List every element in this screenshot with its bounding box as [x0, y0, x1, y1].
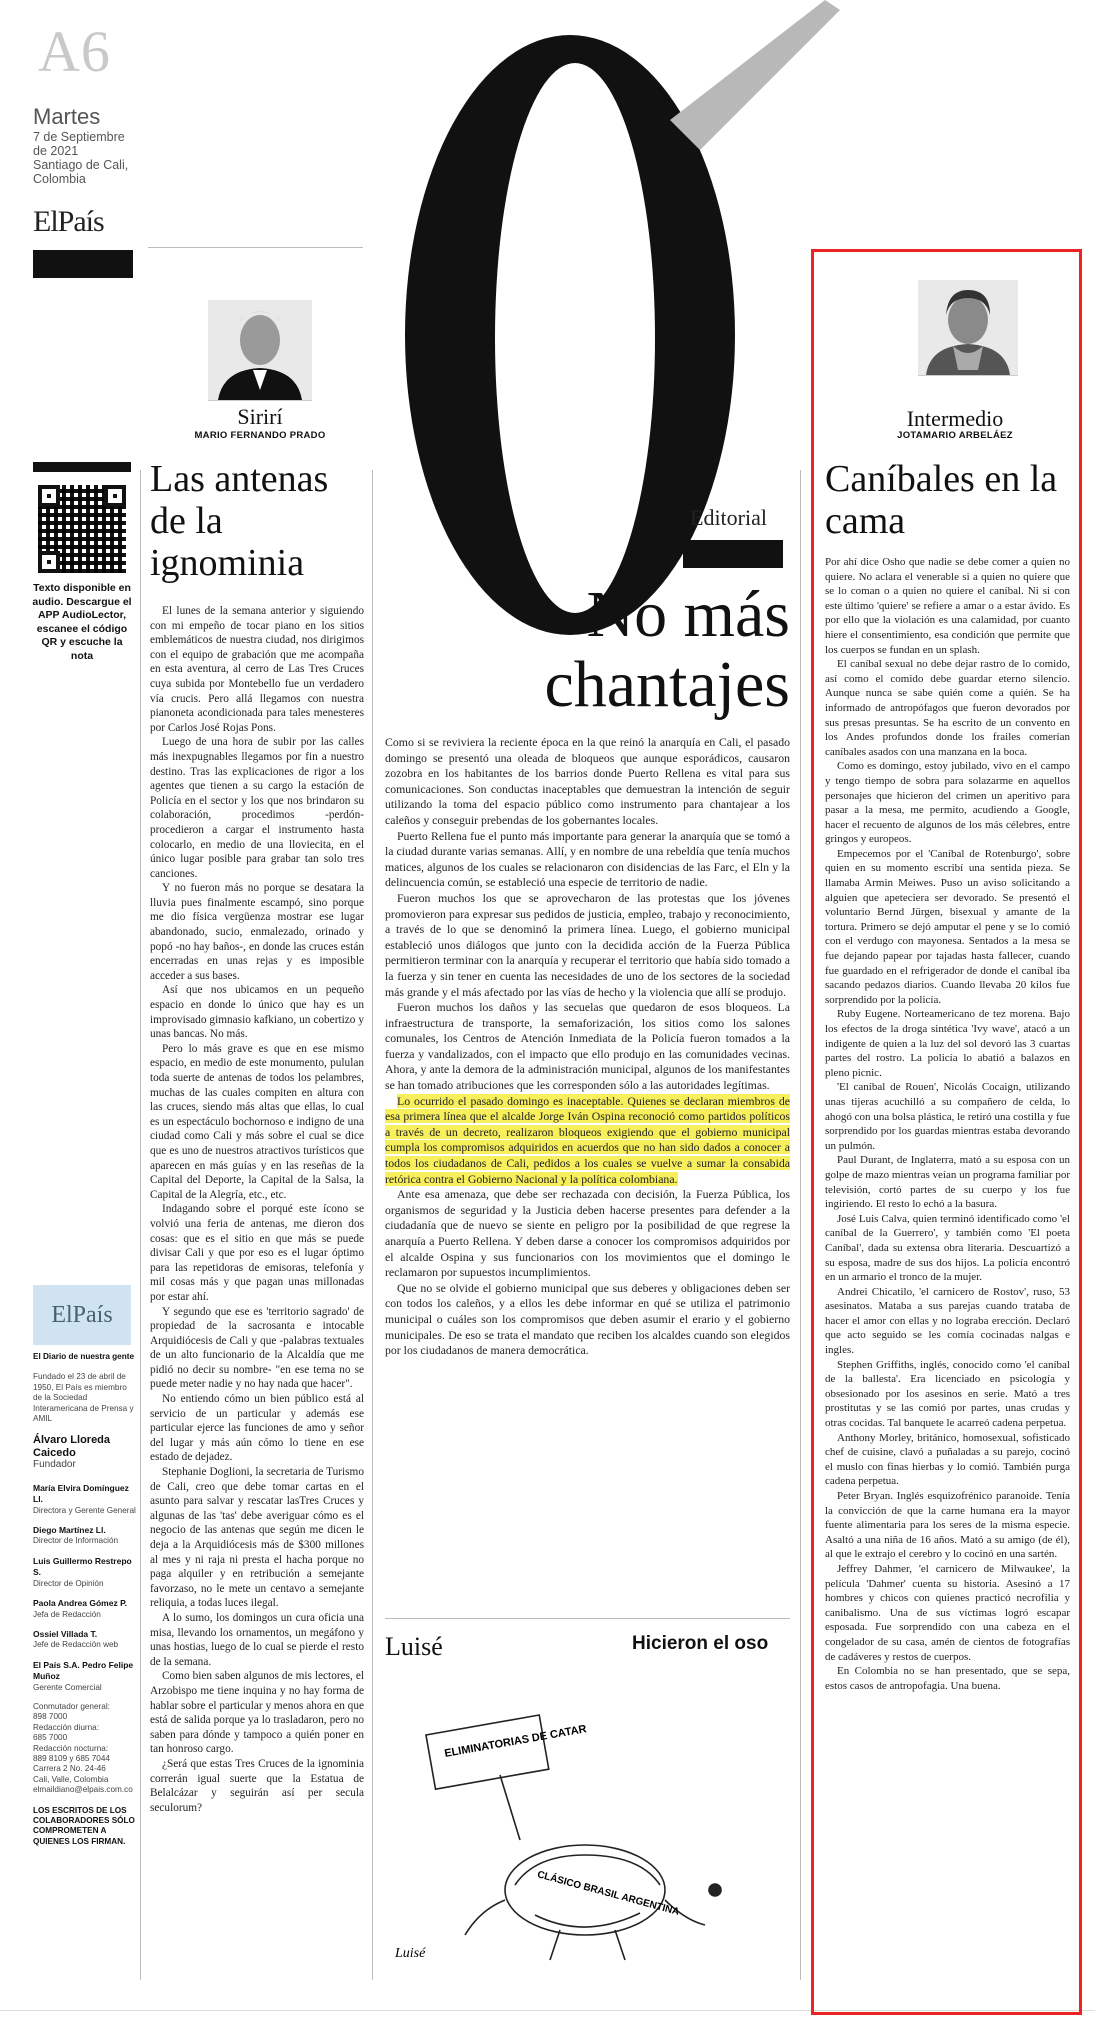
staff-name: Ossiel Villada T.	[33, 1628, 98, 1639]
staff-role: Jefe de Redacción web	[33, 1640, 119, 1650]
cartoon-sign-text: ELIMINATORIAS DE CATAR	[443, 1723, 588, 1760]
contact-line: Carrera 2 No. 24-46	[33, 1764, 106, 1774]
author-name: JOTAMARIO ARBELÁEZ	[897, 430, 1013, 441]
logo-bar	[33, 250, 133, 278]
article-title: Las antenas de la ignominia	[150, 458, 329, 584]
paragraph: Jeffrey Dahmer, 'el carnicero de Milwaukee', la película 'Dahmer' cuenta su historia. Asesinó a 17 hombres y chicos con quienes practicó necrofilia y canibalismo. Una de sus víctimas logró escapar esposada. Fue sorprendido con una cabeza en el congelador de su casa, amén de cientos de fotografías de cadáveres y restos de cuerpos.	[825, 1562, 1070, 1663]
date-line: 7 de Septiembre	[33, 130, 125, 144]
cartoon-title: Hicieron el oso	[632, 1633, 769, 1654]
editorial-body	[385, 735, 790, 1359]
date-line: Santiago de Cali,	[33, 158, 129, 172]
staff-name: Diego Martínez Ll.	[33, 1525, 106, 1536]
contact-line: 889 8109 y 685 7044	[33, 1753, 110, 1763]
paragraph: Andrei Chicatilo, 'el carnicero de Rostov', ruso, 53 asesinatos. Mataba a sus parejas cuando trataba de hacer el amor con ellas y no lograba erección. Declaró que acto seguido se les comía cocinadas nalgas e ingles.	[825, 1285, 1070, 1357]
editorial-title	[470, 580, 790, 720]
title-line: No más	[586, 578, 790, 651]
article-body	[150, 604, 364, 1815]
cartoon-signature: Luisé	[395, 1946, 426, 1961]
staff-name: El País S.A. Pedro Felipe Muñoz	[33, 1659, 134, 1682]
contact-line: 685 7000	[33, 1733, 68, 1743]
paragraph: Anthony Morley, británico, homosexual, sofisticado chef de cuisine, clavó a puñaladas a su parejo, cocinó el muslo con finas hierbas y lo comió. También purga cadena perpetua.	[825, 1431, 1070, 1488]
staff-name: Luis Guillermo Restrepo S.	[33, 1555, 132, 1578]
cartoon-drawing	[385, 1665, 790, 1970]
section-name: Sirirí	[237, 404, 283, 429]
paragraph: Como bien saben algunos de mis lectores, el Arzobispo me tiene inquina y no hay forma de hablar sobre el particular y menos ahora en que está de salida porque ya lo trasladaron, pero no saben para dónde y tampoco a quién poner en tan honroso cargo.	[150, 1670, 364, 1756]
contact-line: Redacción diurna:	[33, 1722, 99, 1732]
staff-box	[33, 1352, 137, 1847]
disclaimer: LOS ESCRITOS DE LOS COLABORADORES SÓLO COMPROMETEN A QUIENES LOS FIRMAN.	[33, 1805, 135, 1846]
author-name: MARIO FERNANDO PRADO	[194, 430, 326, 441]
paragraph: Que no se olvide el gobierno municipal que sus deberes y obligaciones deben ser con todos los caleños, y a ellos les debe informar en qué se utiliza el patrimonio municipal o cuáles son los compromisos que deben asumir el erario y el gobierno municipales. De eso se trata el mandato que reciben los alcaldes cuando son elegidos por los ciudadanos de manera democrática.	[385, 1280, 790, 1358]
author-photo	[208, 300, 312, 401]
column-rule	[140, 470, 141, 1980]
paragraph: Stephanie Doglioni, la secretaria de Turismo de Cali, creo que debe tomar cartas en el asunto para salvar y rescatar lasTres Cruces y algunas de las 'tas' debe averiguar cómo es el negocio de las antenas que según me dicen le deja a la Arquidiócesis más de $300 millones al mes y ni raja ni presta el hacha porque no paga alquiler y en retribución a semejante favorzaso, no le mete un centavo a semejante reliquia, a todas luces ilegal.	[150, 1466, 364, 1610]
title-line: chantajes	[544, 648, 790, 721]
highlight: Lo ocurrido el pasado domingo es inaceptable. Quienes se declaran miembros de esa primera línea que el alcalde Jorge Iván Ospina reconoció como partidos políticos a través de un decreto, realizaron bloqueos exigiendo que el gobierno municipal cumpla los compromisos adquiridos en acuerdos que no han sido dados a conocer a todos los ciudadanos de Cali, pedidos a los cuales se vuelve a sumar la consabida retórica contra el Gobierno Nacional y la política colombiana.	[385, 1093, 790, 1186]
qr-bar	[33, 462, 131, 472]
paragraph: El lunes de la semana anterior y siguiendo con mi empeño de tocar piano en los sitios emblemáticos de nuestra ciudad, nos dirigimos con el equipo de grabación que me acompaña en esta aventura, al cerro de Las Tres Cruces cuya subida por Montebello fue un verdadero vía crucis. Pero allá llegamos con nuestra pianoneta acondicionada para tales menesteres por Carlos José Rojas Pons.	[150, 605, 364, 734]
paragraph: Y segundo que ese es 'territorio sagrado' de propiedad de la sacrosanta e intocable Arquidiócesis de Cali y que -palabras textuales de un alto funcionario de la Alcaldía que me pidió no decir su nombre- "en ese tema no se puede meter nadie y no hay nada que hacer".	[150, 1305, 364, 1391]
paragraph: Peter Bryan. Inglés esquizofrénico paranoide. Tenía la convicción de que la carne humana era la mayor fuente alimentaria para los seres de la misma especie. Asaltó a una niña de 16 años. Mató a su amigo (de él), al que le extrajo el cerebro y lo cocinó en una sartén.	[825, 1490, 1070, 1561]
highlighted-paragraph	[385, 1094, 790, 1188]
paragraph: Pero lo más grave es que en ese mismo espacio, en medio de este monumento, pululan toda suerte de antenas de todos los pelambres, muchas de las cuales compiten en altura con las cruces, siendo más altas que ellas, lo cual es un espectáculo bochornoso e indigno de una ciudad como Cali y más sobre el cual se dice que es uno de nuestros atractivos turísticos que aparecen en más guías y en las reseñas de la Capital del Deporte, la Capital de la Salsa, la Capital de la Alegría, etc., etc.	[150, 1042, 364, 1201]
audio-note: Texto disponible en audio. Descargue el APP AudioLector, escanee el código QR y escuche la nota	[32, 582, 132, 662]
paragraph: En Colombia no se han presentado, que se sepa, estos casos de antropofagia. Una buena.	[825, 1665, 1070, 1692]
contact-line: elmaildiano@elpais.com.co	[33, 1785, 133, 1795]
paragraph: Fueron muchos los daños y las secuelas que quedaron de esos bloqueos. La infraestructura de transporte, la semaforización, los sitios como los salones comunales, los Centros de Atención Inmediata de la Policía fueron tomados a la fuerza y vandalizados, con el impacto que ello produjo en las comunidades vecinas. Ahora, y ante la demora de la administración municipal, algunos de los manifestantes se han tomado atribuciones que les corresponden sólo a las autoridades legítimas.	[385, 1000, 790, 1093]
staff-role: Director de Información	[33, 1536, 119, 1546]
dateline	[33, 130, 128, 186]
staff-logo: ElPaís	[33, 1285, 131, 1345]
weekday: Martes	[33, 104, 101, 129]
selection-frame	[811, 249, 1082, 2015]
paragraph: ¿Será que estas Tres Cruces de la ignominia correrán igual suerte que la Estatua de Belalcázar y seguirán así per secula seculorum?	[150, 1757, 364, 1814]
paragraph: José Luis Calva, quien terminó identificado como 'el caníbal de la Guerrero', y también como 'El poeta Caníbal', dada su extensa obra literaria. Descuartizó a su esposa, madre de sus dos hijos. La policía encontró en un armario el tronco de la mujer.	[825, 1212, 1070, 1284]
column-rule	[800, 470, 801, 1980]
page-number: A6	[38, 19, 111, 84]
paragraph: Ruby Eugene. Norteamericano de tez morena. Bajo los efectos de la droga sintética 'Ivy wave', atacó a un indigente de quien a la luz del sol devoró las 3 cuartas partes del rostro. La policía lo abatió a balazos en pleno picnic.	[825, 1008, 1070, 1079]
divider	[385, 1618, 790, 1619]
paper-logo: ElPaís	[33, 205, 104, 238]
divider	[148, 247, 363, 248]
paragraph: Indagando sobre el porqué este ícono se volvió una feria de antenas, me dieron dos cosas: que es el sitio en que más se puede divisar Cali y que por eso es el lugar óptimo para las repetidoras de emisoras, telefonía y mil cosas más y que pagan unas millonadas por estar ahí.	[150, 1203, 364, 1303]
founder-role: Fundador	[33, 1459, 76, 1471]
cartoonist-name: Luisé	[385, 1632, 443, 1661]
editorial-bar	[683, 540, 783, 568]
contact-line: Redacción nocturna:	[33, 1743, 109, 1753]
paragraph: Por ahí dice Osho que nadie se debe comer a quien no quiere. No aclara el venerable si a quien no quiere que se lo coman o a quien no quiere el caníbal. Ni si con este último 'quiere' se refiere a amar o a estar ávido. Es por ello que la violación es una calamidad, por cuanto hiere el consentimiento, esa condición que permite que los cuerpos se fundan en un splash.	[825, 556, 1070, 656]
date-line: Colombia	[33, 172, 86, 186]
paragraph: Como es domingo, estoy jubilado, vivo en el campo y tengo tiempo de sobra para solazarme en aquellos personajes que hicieron del crimen un aperitivo para pasar a la mesa, me permito, acudiendo a Google, hacer el recuento de algunos de los más célebres, entre gringos y europeos.	[825, 760, 1070, 846]
founder-name: Álvaro Lloreda Caicedo	[33, 1434, 111, 1460]
paragraph: Fueron muchos los que se aprovecharon de las protestas que los jóvenes promovieron para expresar sus pedidos de justicia, empleo, trabajo y reconocimiento, a través de lo que se denominó la primera línea. Luego, el gobierno municipal estableció unos diálogos que junto con la decidida acción de la Fuerza Pública permitieron terminar con la anarquía y recuperar el territorio que había sido tomado a la fuerza y sin tener en cuenta las necesidades de uno de los sectores de la sociedad más grande y el más afectado por las vías de hecho y la violencia que allí se produjo.	[385, 890, 790, 999]
paragraph: No entiendo cómo un bien público está al servicio de un particular y además ese particular ejerce las funciones de amo y señor del lugar y más aún cómo lo tiene en ese estado de dejadez.	[150, 1393, 364, 1464]
article-title: Caníbales en la cama	[825, 458, 1058, 542]
paragraph: Ante esa amenaza, que debe ser rechazada con decisión, la Fuerza Pública, los organismos de seguridad y la Justicia deben hacerse presentes para defender a la ciudadanía que de nuevo se siente en peligro por la posibilidad de que regrese la anarquía a Puerto Rellena. Y deben darse a conocer los compromisos adquiridos por el alcalde Ospina y sus funcionarios con los movimientos que el domingo le reclamaron por supuestos incumplimientos.	[385, 1187, 790, 1280]
paragraph: Luego de una hora de subir por las calles más inexpugnables llegamos por fin a nuestro destino. Tras las explicaciones de rigor a los agentes que tienen a su cargo la estación de Policía en el sector y los que nos brindaron su colaboración, procedimos -perdón- procedieron a cargar el instrumento hasta colocarlo, en medio de una lloviecita, en el único lugar posible para grabar tan solo tres canciones.	[150, 736, 364, 880]
paragraph: Stephen Griffiths, inglés, conocido como 'el caníbal de la ballesta'. Era licenciado en psicología y obsesionado por los asesinos en serie. Mató a tres prostitutas y se las comió por partes, unas crudas y otras cocidas. Tal banquete le acarreó cadena perpetua.	[825, 1358, 1070, 1430]
founded-note: Fundado el 23 de abril de 1950, El País es miembro de la Sociedad Interamericana de Prensa y AMIL	[33, 1372, 134, 1424]
paragraph: Como si se reviviera la reciente época en la que reinó la anarquía en Cali, el pasado domingo se presentó una oleada de bloqueos que aunque esporádicos, causaron zozobra en los habitantes de los barrios donde Puerto Rellena es vital para sus comunicaciones. Son conductas inaceptables que demuestran la intención de seguir utilizando la toma del espacio público como instrumento para chantajear a los caleños y conseguir prebendas de los gobernantes locales.	[385, 735, 790, 827]
date-line: de 2021	[33, 144, 79, 158]
paragraph: Así que nos ubicamos en un pequeño espacio en donde lo único que hay es un improvisado gimnasio kafkiano, un cobertizo y unas bancas. No más.	[150, 984, 364, 1041]
paragraph: Empecemos por el 'Caníbal de Rotenburgo', sobre quien en su momento escribí una sentida pieza. Se llamaba Armin Meiwes. Puso un aviso solicitando a alguien que apeteciera ser devorado. Se presentó el voluntario Bernd Jürgen, bisexual y amante de la tortura. Primero se dejó amputar el pene y se lo comió con el verdugo con mayonesa. Sentados a la mesa se fue dejando papear por tajadas hasta fallecer, cuando fue guardado en el refrigerador de donde el caníbal iba sacando pedazos diarios. Cuando llevaba 20 kilos fue sorprendido por la policía.	[825, 847, 1070, 1006]
column-rule	[372, 470, 373, 1980]
contact-line: 898 7000	[33, 1712, 68, 1722]
paragraph: 'El caníbal de Rouen', Nicolás Cocaign, utilizando unas tijeras acuchilló a su compañero de celda, lo ahogó con una bolsa plástica, le retiró una costilla y fue sorprendido por los guardas mientras estaba devorando un pulmón.	[825, 1081, 1070, 1152]
paragraph: Puerto Rellena fue el punto más importante para generar la anarquía que se tomó a la ciudad durante varias semanas. Allí, y en nombre de una rebeldía que tenía muchos matices, algunos de los cuales se relacionaron con disidencias de las Farc, el Eln y la delincuencia común, se estableció una especie de territorio de nadie.	[385, 828, 790, 890]
cartoon-ball-text: CLÁSICO BRASIL ARGENTINA	[535, 1869, 681, 1918]
section-name: Intermedio	[906, 406, 1004, 431]
paragraph: A lo sumo, los domingos un cura oficia una misa, llevando los ornamentos, un megáfono y unas hostias, luego de lo cual se pierde el resto de la semana.	[150, 1611, 364, 1668]
staff-name: María Elvira Domínguez Ll.	[33, 1482, 129, 1505]
staff-role: Jefa de Redacción	[33, 1609, 101, 1619]
staff-role: Director de Opinión	[33, 1578, 104, 1588]
paragraph: Paul Durant, de Inglaterra, mató a su esposa con un golpe de mazo mientras veían un programa familiar por televisión, cortó partes de su cuerpo y los fue ingiriendo. El resto lo echó a la basura.	[825, 1154, 1070, 1211]
staff-role: Gerente Comercial	[33, 1682, 102, 1692]
staff-role: Directora y Gerente General	[33, 1505, 136, 1515]
contact-line: Cali, Valle, Colombia	[33, 1774, 109, 1784]
editorial-label: Editorial	[690, 505, 767, 530]
paragraph: Y no fueron más no porque se desatara la lluvia pues finalmente escampó, sino porque me dio física vergüenza mostrar ese lugar abandonado, sucio, enmalezado, orinado y popó -no hay baños-, en donde las cruces están encerradas en unas rejas y es imposible acceder a sus bases.	[150, 882, 364, 982]
qr-code	[38, 485, 126, 573]
staff-name: Paola Andrea Gómez P.	[33, 1598, 128, 1609]
tagline: El Diario de nuestra gente	[33, 1352, 135, 1361]
paragraph: El caníbal sexual no debe dejar rastro de lo comido, así como el comido debe guardar eterno silencio. Aunque nunca se sabe quién come a quién. Se ha informado de antropófagos que fueron devorados por sus presas presuntas. Se ha escrito de un convento en los Andes profundos donde los frailes comerían caníbales asados con una manzana en la boca.	[825, 658, 1070, 758]
contact-line: Conmutador general:	[33, 1701, 110, 1711]
